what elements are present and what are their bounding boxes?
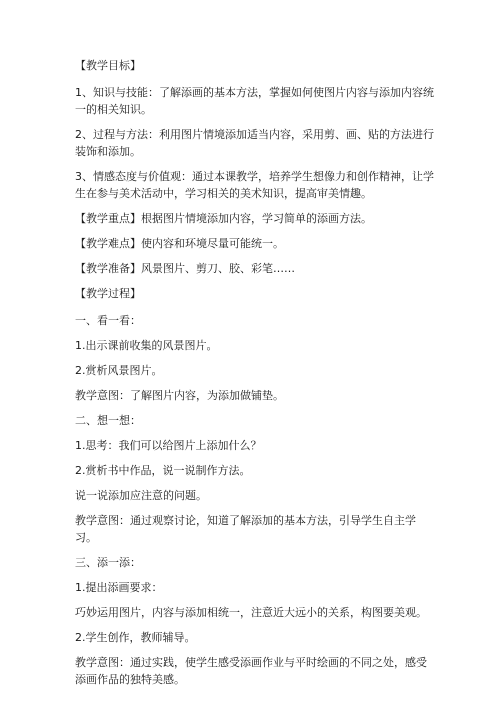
step-3-item-2: 2.学生创作，教师辅导。 [75,631,196,644]
document-page [75,57,435,696]
step-3-requirement: 巧妙运用图片，内容与添加相统一，注意近大远小的关系，构图要美观。 [75,606,427,619]
section-heading-objectives: 【教学目标】 [75,59,141,72]
step-1-intent: 教学意图：了解图片内容，为添加做铺垫。 [75,389,284,402]
teaching-difficulty: 【教学难点】使内容和环境尽量可能统一。 [75,237,284,250]
step-2-intent: 教学意图：通过观察讨论，知道了解添加的基本方法，引导学生自主学习。 [75,514,416,544]
step-1-item-1: 1.出示课前收集的风景图片。 [75,339,218,352]
section-heading-process: 【教学过程】 [75,287,141,300]
step-2-note: 说一说添加应注意的问题。 [75,489,207,502]
step-2-item-1: 1.思考：我们可以给图片上添加什么？ [75,439,262,452]
step-3-intent: 教学意图：通过实践，使学生感受添画作业与平时绘画的不同之处，感受添画作品的独特美感。 [75,656,427,686]
objective-knowledge-skills: 1、知识与技能：了解添画的基本方法，掌握如何使图片内容与添加内容统一的相关知识。 [75,86,434,116]
step-3-item-1: 1.提出添画要求： [75,581,163,594]
step-2-title: 二、想一想： [75,414,141,427]
step-2-item-2: 2.赏析书中作品，说一说制作方法。 [75,464,251,477]
objective-process-methods: 2、过程与方法：利用图片情境添加适当内容，采用剪、画、贴的方法进行装饰和添加。 [75,128,434,158]
step-1-title: 一、看一看： [75,314,141,327]
teaching-key-point: 【教学重点】根据图片情境添加内容，学习简单的添画方法。 [75,212,372,225]
step-1-item-2: 2.赏析风景图片。 [75,364,163,377]
teaching-preparation: 【教学准备】风景图片、剪刀、胶、彩笔…… [75,262,295,275]
objective-emotion-values: 3、情感态度与价值观：通过本课教学，培养学生想像力和创作精神，让学生在参与美术活动中，学习相关的美术知识，提高审美情趣。 [75,170,434,200]
step-3-title: 三、添一添： [75,556,141,569]
